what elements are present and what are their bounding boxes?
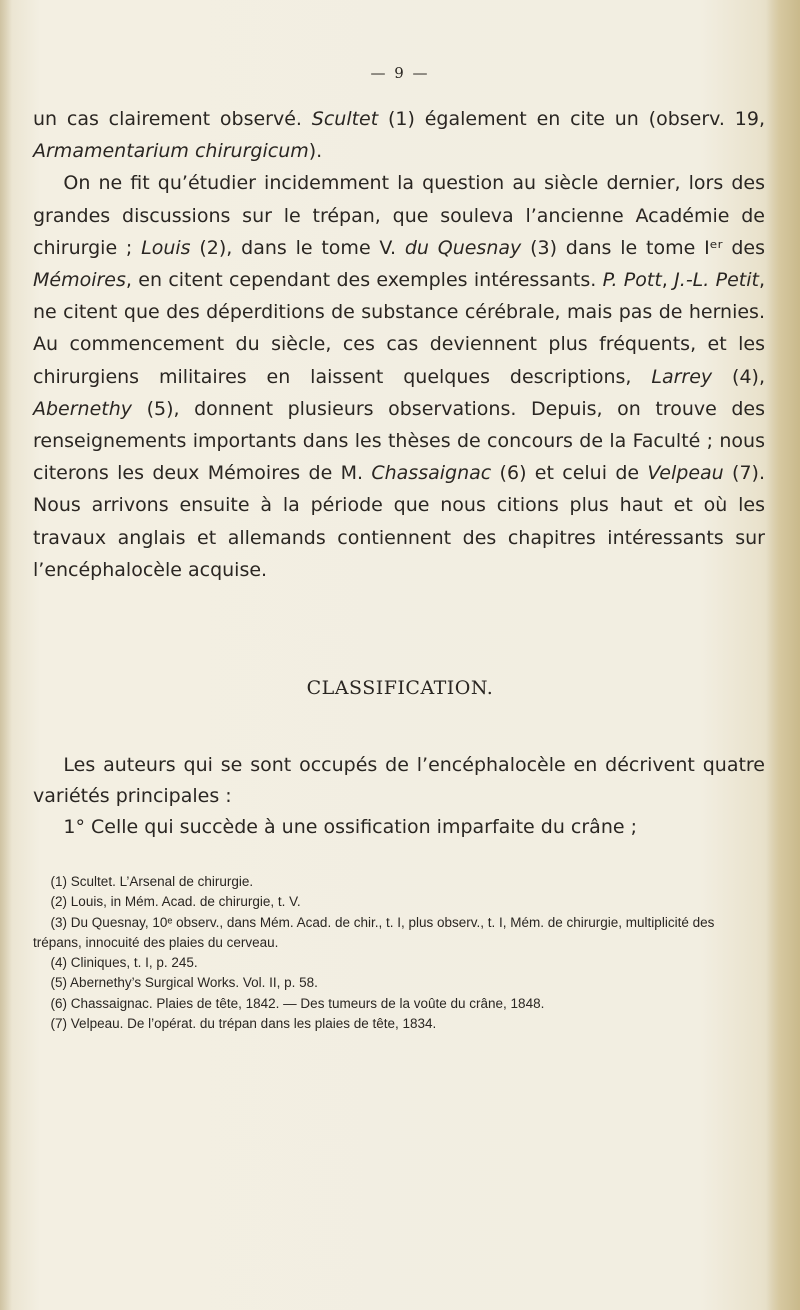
- classification-intro: Les auteurs qui se sont occupés de l’encéphalocèle en décrivent quatre variétés principales :: [33, 754, 765, 807]
- paragraph-2: [33, 167, 765, 586]
- footnote: (1) Scultet. L’Arsenal de chirurgie.: [50, 874, 254, 889]
- main-text: [33, 103, 765, 586]
- author-pott: P. Pott: [602, 269, 662, 292]
- text-run: (3) dans le tome Iᵉʳ des: [521, 236, 765, 259]
- footnotes: [33, 872, 765, 1034]
- text-run: On ne fit qu’étudier incidemment la question au siècle dernier, lors des grandes discussions sur le trépan, que souleva l’ancienne Académie de chirurgie ;: [33, 172, 765, 259]
- footnote: (2) Louis, in Mém. Acad. de chirurgie, t. V.: [50, 894, 301, 910]
- section-heading: CLASSIFICATION.: [306, 677, 494, 699]
- text-run: (1) également en cite un (observ. 19,: [378, 108, 765, 130]
- page-left-shadow: [0, 0, 12, 1310]
- author-petit: J.-L. Petit: [674, 269, 759, 292]
- text-run: , en citent cependant des exemples intéressants.: [125, 269, 603, 292]
- footnote: (7) Velpeau. De l’opérat. du trépan dans les plaies de tête, 1834.: [50, 1016, 437, 1032]
- author-chassaignac: Chassaignac: [371, 462, 492, 485]
- text-run: (6) et celui de: [491, 462, 648, 485]
- page-number: — 9 —: [370, 64, 430, 82]
- text-run: (4),: [712, 365, 765, 388]
- text-run: ,: [661, 269, 675, 292]
- text-run: ).: [308, 140, 323, 163]
- work-title: Armamentarium chirurgicum: [33, 140, 309, 163]
- author-abernethy: Abernethy: [33, 397, 133, 420]
- text-run: un cas clairement observé.: [33, 108, 312, 130]
- author-larrey: Larrey: [651, 365, 713, 388]
- text-run: (7). Nous arrivons ensuite à la période que nous citions plus haut et où les travaux anglais et allemands contiennent des chapitres intéressants sur l’encéphalocèle acquise.: [33, 462, 765, 581]
- text-run: (5), donnent plusieurs observations. Depuis, on trouve des renseignements importants dans les thèses de concours de la Faculté ; nous citerons les deux Mémoires de M.: [33, 397, 765, 485]
- author-scultet: Scultet: [311, 108, 379, 130]
- paragraph-1: [33, 103, 765, 167]
- footnote: (6) Chassaignac. Plaies de tête, 1842. — Des tumeurs de la voûte du crâne, 1848.: [50, 995, 545, 1011]
- text-run: (2), dans le tome V.: [190, 236, 405, 259]
- footnote: (4) Cliniques, t. I, p. 245.: [50, 955, 198, 971]
- work-memoires: Mémoires: [33, 269, 126, 292]
- page-right-edge-stain: [766, 0, 800, 1310]
- author-du-quesnay: du Quesnay: [404, 236, 522, 259]
- classification-item-1: 1° Celle qui succède à une ossification imparfaite du crâne ;: [63, 816, 637, 838]
- author-velpeau: Velpeau: [647, 462, 724, 485]
- text-run: , ne citent que des déperditions de substance cérébrale, mais pas de hernies. Au commencement du siècle, ces cas deviennent plus fréquents, et les chirurgiens militaires en laissent quelques descriptions,: [33, 269, 765, 388]
- footnote: (5) Abernethy’s Surgical Works. Vol. II, p. 58.: [50, 975, 318, 991]
- footnote: (3) Du Quesnay, 10ᵉ observ., dans Mém. Acad. de chir., t. I, plus observ., t. I, Mém. de chirurgie, multiplicité des trépans, innocuité des plaies du cerveau.: [33, 914, 715, 950]
- classification-text: [33, 750, 765, 843]
- author-louis: Louis: [141, 236, 191, 259]
